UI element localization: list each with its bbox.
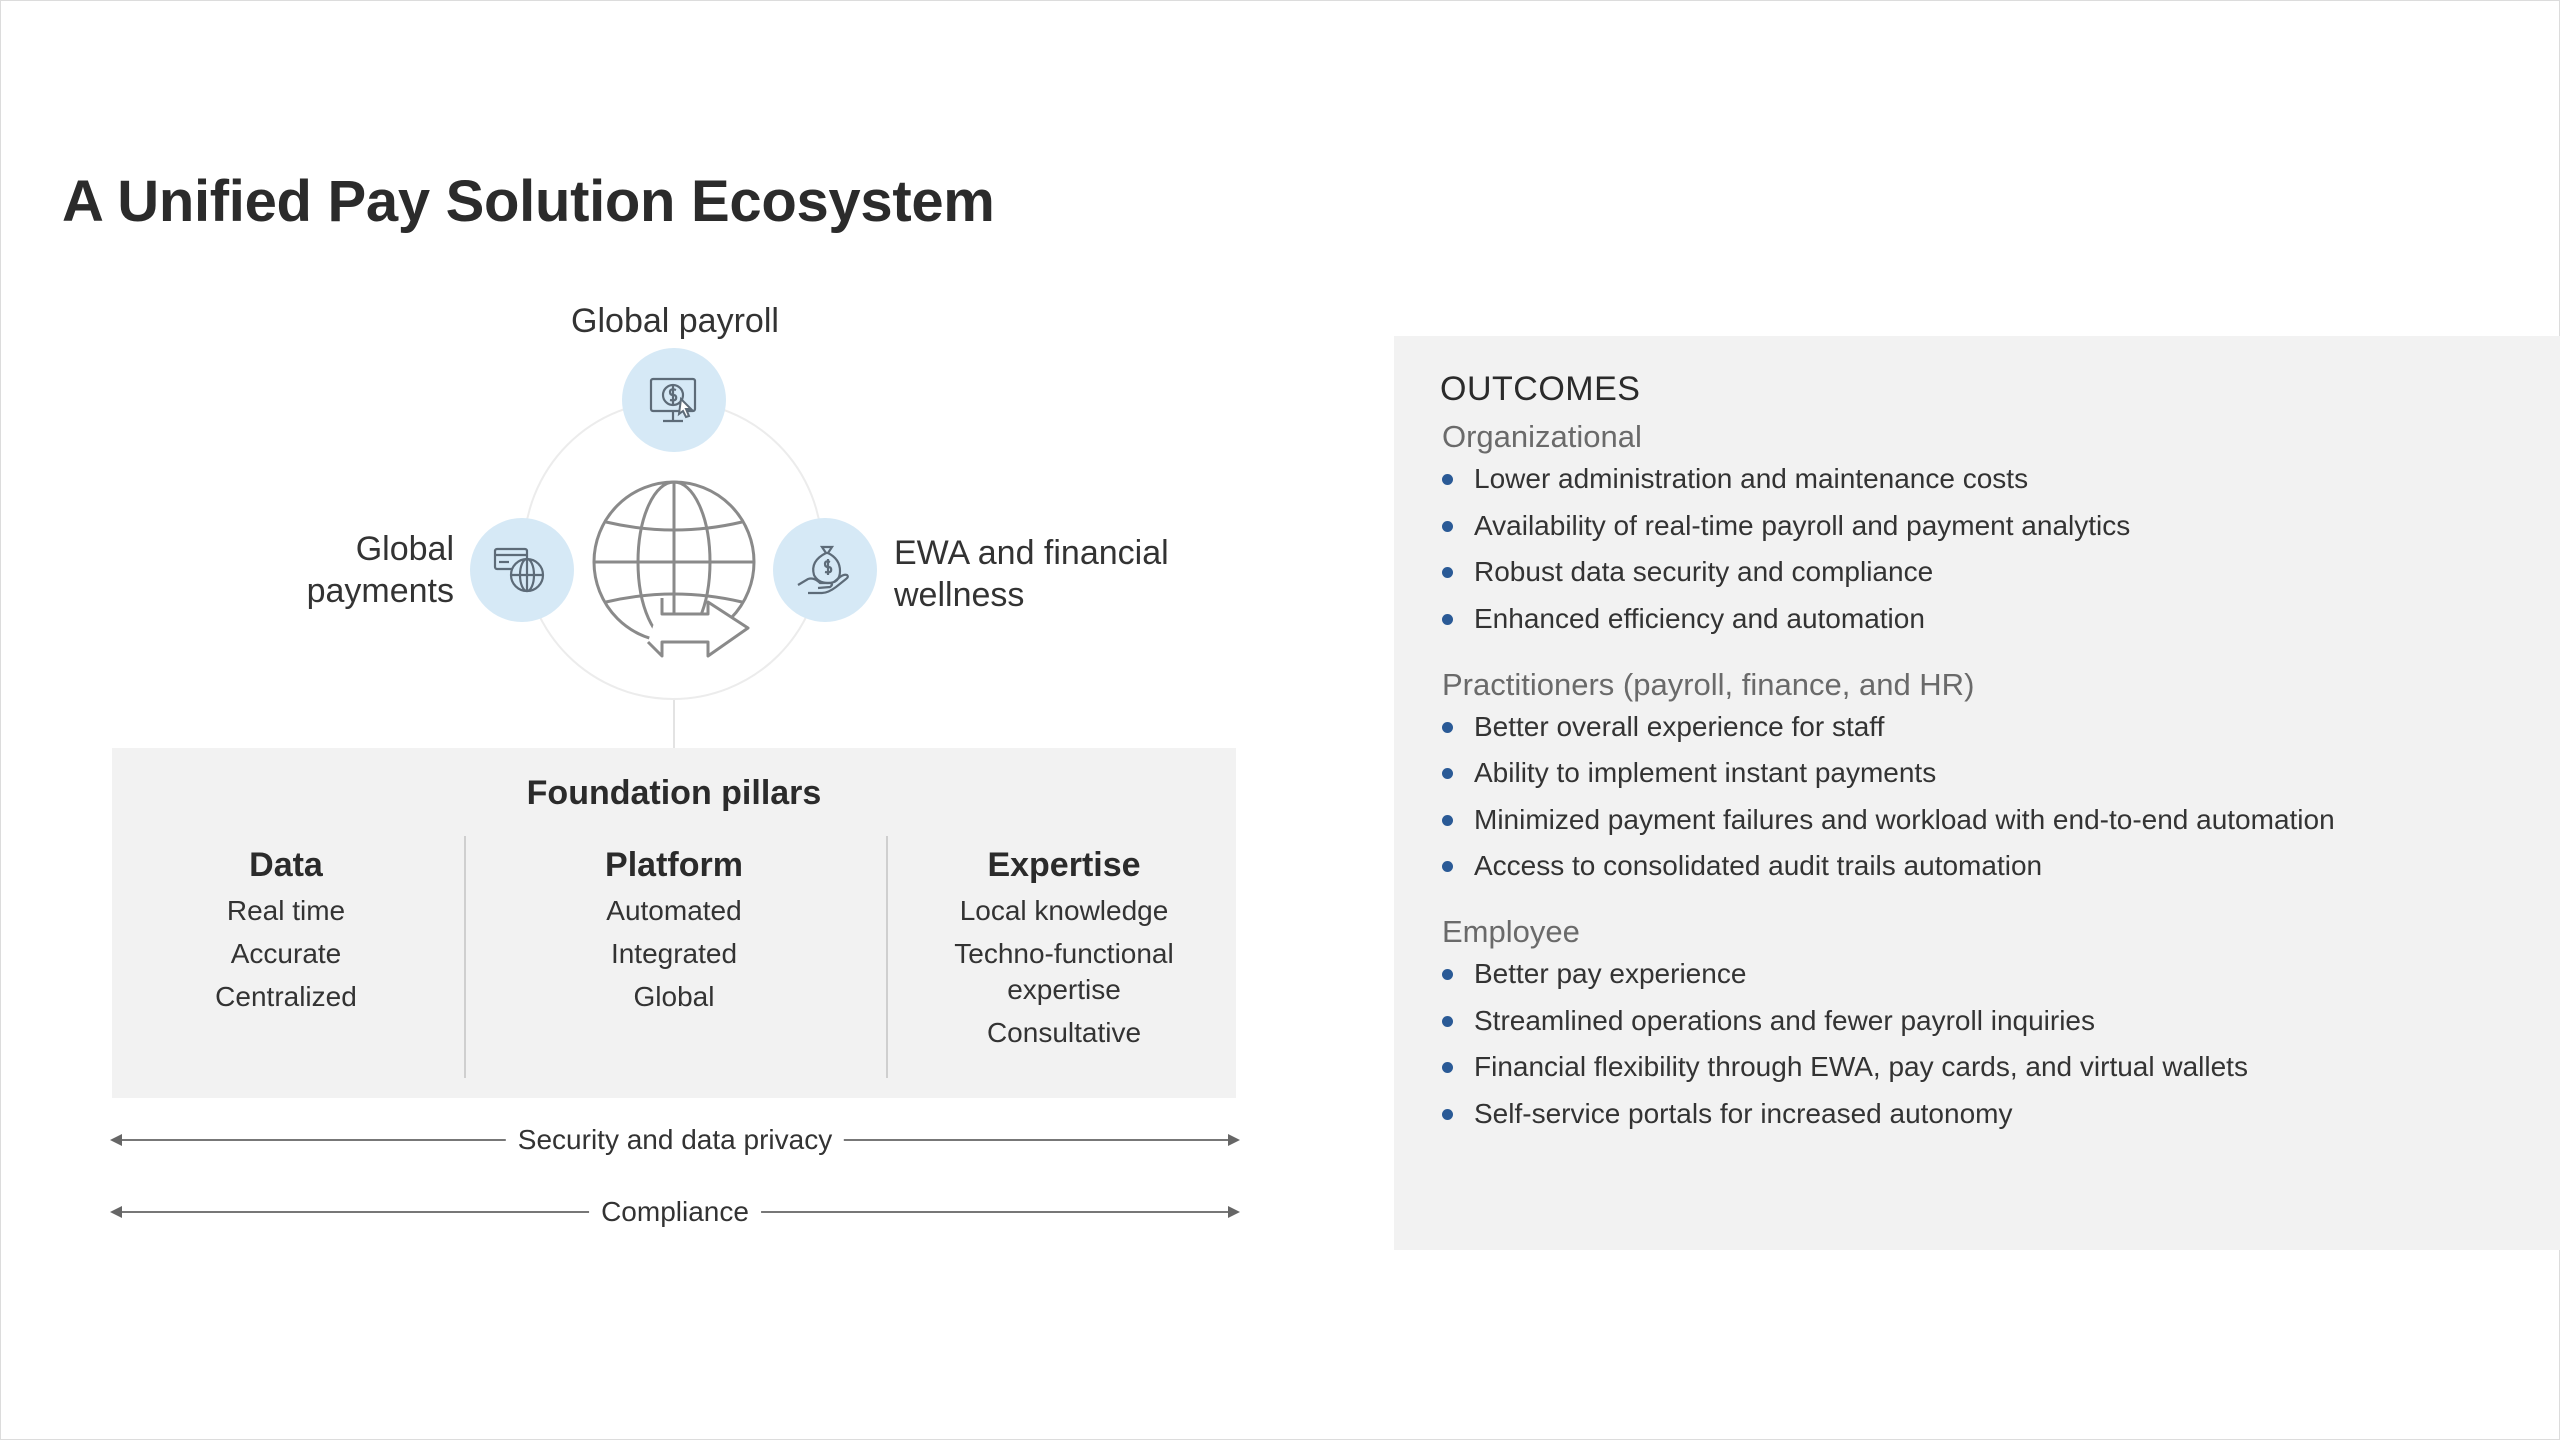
list-item: [1440, 601, 2514, 637]
bullet-icon: [1442, 474, 1453, 485]
group-title: Employee: [1442, 914, 1580, 949]
list-item: [1440, 1003, 2514, 1039]
list-item-text: Better pay experience: [1474, 958, 1747, 989]
outcome-group-organizational: [1440, 419, 2514, 637]
ecosystem-diagram: [0, 0, 1300, 1300]
bullet-list: [1440, 956, 2514, 1132]
bullet-icon: [1442, 969, 1453, 980]
outcomes-title: OUTCOMES: [1440, 370, 1641, 408]
bullet-icon: [1442, 1016, 1453, 1027]
bullet-list: [1440, 461, 2514, 637]
list-item: [1440, 1049, 2514, 1085]
node-label-line: wellness: [894, 576, 1025, 614]
bullet-icon: [1442, 521, 1453, 532]
list-item: [1440, 554, 2514, 590]
span-label: Security and data privacy: [506, 1120, 844, 1160]
group-title: Practitioners (payroll, finance, and HR): [1442, 666, 1975, 702]
bullet-icon: [1442, 815, 1453, 826]
outcomes-panel: [1394, 336, 2560, 1250]
node-global-payroll: [622, 348, 726, 452]
span-label: Compliance: [589, 1192, 761, 1232]
hand-moneybag-icon: [792, 537, 858, 603]
span-arrow-compliance: [112, 1192, 1238, 1232]
list-item-text: Enhanced efficiency and automation: [1474, 602, 1925, 634]
outcome-group-employee: [1440, 914, 2514, 1132]
node-ewa-wellness: [773, 518, 877, 622]
hub-connector-line: [673, 700, 675, 748]
list-item: [1440, 461, 2514, 497]
bullet-icon: [1442, 567, 1453, 578]
bullet-icon: [1442, 1062, 1453, 1073]
outcome-group-practitioners: [1440, 667, 2514, 885]
node-label-ewa: [894, 532, 1224, 616]
pillar-item: Real time: [226, 895, 346, 926]
list-item: [1440, 508, 2514, 544]
pillar-item: Global: [633, 981, 715, 1012]
arrow-left-icon: [110, 1134, 122, 1146]
pillar-item: Techno-functional expertise: [954, 938, 1174, 1005]
group-title: Organizational: [1442, 419, 1642, 454]
arrow-right-icon: [1228, 1134, 1240, 1146]
list-item-text: Better overall experience for staff: [1474, 710, 1885, 742]
pillar-item: Consultative: [986, 1017, 1142, 1048]
list-item-text: Minimized payment failures and workload with end-to-end automation: [1474, 803, 2335, 835]
list-item-text: Availability of real-time payroll and payment analytics: [1474, 509, 2131, 541]
pillar-name: Data: [249, 846, 323, 884]
span-arrow-security: [112, 1120, 1238, 1160]
bullet-icon: [1442, 768, 1453, 779]
list-item-text: Access to consolidated audit trails automation: [1474, 850, 2043, 881]
list-item-text: Financial flexibility through EWA, pay cards, and virtual wallets: [1474, 1051, 2248, 1082]
list-item: [1440, 802, 2514, 838]
pillar-data: [136, 846, 436, 1022]
node-label-line: Global: [355, 530, 454, 568]
pillar-item: Centralized: [215, 981, 357, 1012]
node-label-line: EWA and financial: [894, 534, 1169, 572]
arrow-left-icon: [110, 1206, 122, 1218]
list-item-text: Ability to implement instant payments: [1474, 757, 1937, 788]
node-label-line: payments: [306, 572, 454, 610]
list-item: [1440, 709, 2514, 745]
list-item-text: Streamlined operations and fewer payroll inquiries: [1474, 1004, 2096, 1036]
pillar-item: Accurate: [230, 938, 342, 969]
slide-title: A Unified Pay Solution Ecosystem: [62, 169, 995, 234]
pillar-name: Expertise: [987, 846, 1141, 884]
pillar-name: Platform: [605, 846, 743, 884]
card-globe-icon: [489, 537, 555, 603]
bullet-icon: [1442, 1109, 1453, 1120]
arrow-right-icon: [1228, 1206, 1240, 1218]
pillar-divider: [886, 836, 888, 1078]
list-item-text: Robust data security and compliance: [1474, 556, 1934, 587]
bullet-icon: [1442, 614, 1453, 625]
pillar-item: Local knowledge: [959, 895, 1169, 926]
bullet-icon: [1442, 861, 1453, 872]
foundation-pillars-box: [112, 748, 1236, 1098]
pillar-item: Integrated: [610, 938, 738, 969]
list-item: [1440, 956, 2514, 992]
node-label-global-payments: [250, 528, 454, 612]
bullet-icon: [1442, 722, 1453, 733]
list-item: [1440, 755, 2514, 791]
monitor-dollar-icon: [641, 367, 707, 433]
list-item: [1440, 848, 2514, 884]
list-item: [1440, 1096, 2514, 1132]
pillar-expertise: [914, 846, 1214, 1058]
list-item-text: Self-service portals for increased autonomy: [1474, 1097, 2013, 1129]
pillar-platform: [524, 846, 824, 1022]
pillar-divider: [464, 836, 466, 1078]
bullet-list: [1440, 709, 2514, 885]
pillar-item: Automated: [606, 895, 742, 926]
list-item-text: Lower administration and maintenance costs: [1474, 463, 2029, 494]
node-label-global-payroll: Global payroll: [571, 302, 779, 340]
globe-with-arrow-icon: [588, 478, 764, 668]
pillars-title: Foundation pillars: [526, 774, 822, 812]
node-global-payments: [470, 518, 574, 622]
